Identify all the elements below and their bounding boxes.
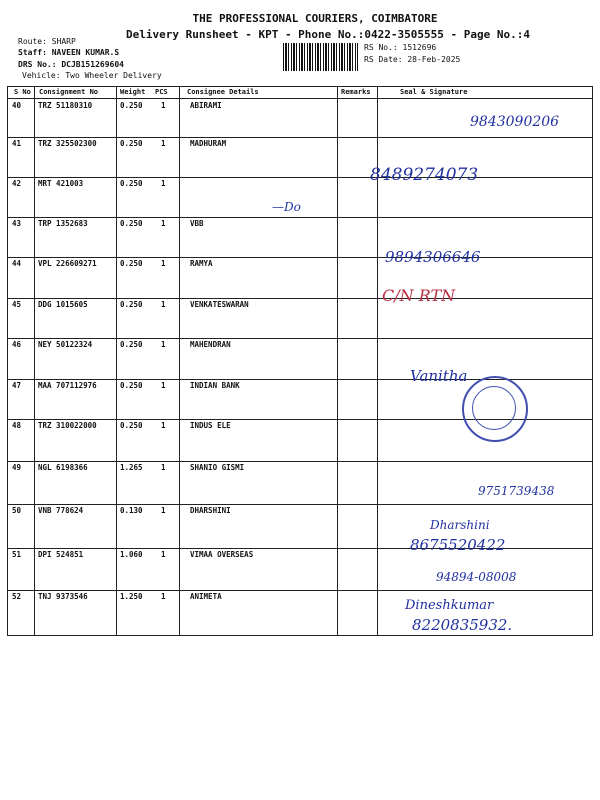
cell-cn-43: TRP 1352683 [38, 219, 88, 228]
rs-number: RS No.: 1512696 [364, 43, 437, 52]
cell-sno-45: 45 [12, 300, 22, 309]
cell-wt-52: 1.250 [120, 592, 143, 601]
row-divider [8, 338, 592, 339]
cell-wt-49: 1.265 [120, 463, 143, 472]
drs-label: DRS No.: DCJB151269604 [18, 60, 124, 69]
cell-name-50: DHARSHINI [190, 506, 231, 515]
cell-wt-43: 0.250 [120, 219, 143, 228]
cell-sno-41: 41 [12, 139, 22, 148]
handwritten-phone-49: 9751739438 [478, 484, 555, 498]
cell-name-52: ANIMETA [190, 592, 222, 601]
cell-pcs-42: 1 [161, 179, 166, 188]
row-divider [8, 177, 592, 178]
row-divider [8, 217, 592, 218]
cell-pcs-44: 1 [161, 259, 166, 268]
row-divider [8, 257, 592, 258]
col-sno: S No [14, 88, 31, 96]
cell-cn-41: TRZ 325502300 [38, 139, 97, 148]
cell-cn-47: MAA 707112976 [38, 381, 97, 390]
cell-cn-46: NEY 50122324 [38, 340, 93, 349]
cell-wt-44: 0.250 [120, 259, 143, 268]
handwritten-phone-43: 9894306646 [385, 248, 481, 266]
divider [179, 87, 180, 635]
bank-seal-stamp [462, 376, 528, 442]
cell-name-47: INDIAN BANK [190, 381, 240, 390]
cell-sno-44: 44 [12, 259, 22, 268]
cell-pcs-50: 1 [161, 506, 166, 515]
handwritten-name-50: Dharshini [430, 518, 490, 532]
cell-wt-50: 0.130 [120, 506, 143, 515]
cell-sno-51: 51 [12, 550, 22, 559]
row-divider [8, 298, 592, 299]
barcode [283, 43, 358, 71]
cell-sno-46: 46 [12, 340, 22, 349]
cell-wt-51: 1.060 [120, 550, 143, 559]
col-consignment: Consignment No [39, 88, 99, 96]
handwritten-remark-44: C/N RTN [382, 286, 456, 305]
cell-name-43: VBB [190, 219, 204, 228]
col-pcs: PCS [155, 88, 168, 96]
col-seal-signature: Seal & Signature [400, 88, 468, 96]
cell-pcs-41: 1 [161, 139, 166, 148]
cell-cn-42: MRT 421003 [38, 179, 84, 188]
cell-name-41: MADHURAM [190, 139, 227, 148]
cell-cn-44: VPL 226609271 [38, 259, 97, 268]
cell-cn-45: DDG 1015605 [38, 300, 88, 309]
cell-wt-40: 0.250 [120, 101, 143, 110]
cell-wt-47: 0.250 [120, 381, 143, 390]
divider [337, 87, 338, 635]
rs-date: RS Date: 28-Feb-2025 [364, 55, 461, 64]
row-divider [8, 137, 592, 138]
handwritten-name-52: Dineshkumar [405, 598, 494, 613]
cell-pcs-49: 1 [161, 463, 166, 472]
row-divider [8, 590, 592, 591]
document-title: THE PROFESSIONAL COURIERS, COIMBATORE [192, 12, 438, 25]
cell-sno-42: 42 [12, 179, 22, 188]
cell-name-40: ABIRAMI [190, 101, 222, 110]
cell-wt-48: 0.250 [120, 421, 143, 430]
cell-cn-40: TRZ 51180310 [38, 101, 93, 110]
cell-name-46: MAHENDRAN [190, 340, 231, 349]
cell-pcs-51: 1 [161, 550, 166, 559]
cell-sno-40: 40 [12, 101, 22, 110]
cell-name-45: VENKATESWARAN [190, 300, 249, 309]
handwritten-phone-41: 8489274073 [370, 165, 479, 185]
cell-pcs-40: 1 [161, 101, 166, 110]
cell-cn-50: VNB 778624 [38, 506, 84, 515]
cell-name-51: VIMAA OVERSEAS [190, 550, 254, 559]
cell-wt-41: 0.250 [120, 139, 143, 148]
handwritten-phone-40: 9843090206 [470, 114, 560, 130]
cell-name-49: SHANIO GISMI [190, 463, 245, 472]
cell-cn-49: NGL 6198366 [38, 463, 88, 472]
cell-cn-48: TRZ 310022000 [38, 421, 97, 430]
cell-sno-47: 47 [12, 381, 22, 390]
divider [116, 87, 117, 635]
cell-pcs-48: 1 [161, 421, 166, 430]
cell-sno-43: 43 [12, 219, 22, 228]
row-divider [8, 504, 592, 505]
cell-cn-51: DPI 524851 [38, 550, 84, 559]
handwritten-phone-51: 94894-08008 [436, 570, 517, 584]
cell-name-48: INDUS ELE [190, 421, 231, 430]
cell-sno-50: 50 [12, 506, 22, 515]
cell-pcs-47: 1 [161, 381, 166, 390]
row-divider [8, 461, 592, 462]
cell-wt-46: 0.250 [120, 340, 143, 349]
handwritten-ditto-42: —Do [272, 200, 301, 214]
cell-cn-52: TNJ 9373546 [38, 592, 88, 601]
col-consignee: Consignee Details [187, 88, 259, 96]
document-subtitle: Delivery Runsheet - KPT - Phone No.:0422-3505555 - Page No.:4 [126, 28, 530, 41]
cell-wt-42: 0.250 [120, 179, 143, 188]
cell-pcs-43: 1 [161, 219, 166, 228]
cell-name-44: RAMYA [190, 259, 213, 268]
cell-pcs-46: 1 [161, 340, 166, 349]
cell-pcs-52: 1 [161, 592, 166, 601]
divider [34, 87, 35, 635]
col-weight: Weight [120, 88, 146, 96]
vehicle-label: Vehicle: Two Wheeler Delivery [22, 71, 162, 80]
handwritten-phone-52: 8220835932. [412, 616, 513, 634]
staff-label: Staff: NAVEEN KUMAR.S [18, 48, 120, 57]
col-remarks: Remarks [341, 88, 371, 96]
handwritten-name-46: Vanitha [410, 367, 468, 385]
cell-sno-48: 48 [12, 421, 22, 430]
cell-pcs-45: 1 [161, 300, 166, 309]
cell-wt-45: 0.250 [120, 300, 143, 309]
handwritten-phone-50: 8675520422 [410, 536, 506, 554]
cell-sno-52: 52 [12, 592, 22, 601]
cell-sno-49: 49 [12, 463, 22, 472]
divider [8, 98, 592, 99]
route-label: Route: SHARP [18, 37, 76, 46]
